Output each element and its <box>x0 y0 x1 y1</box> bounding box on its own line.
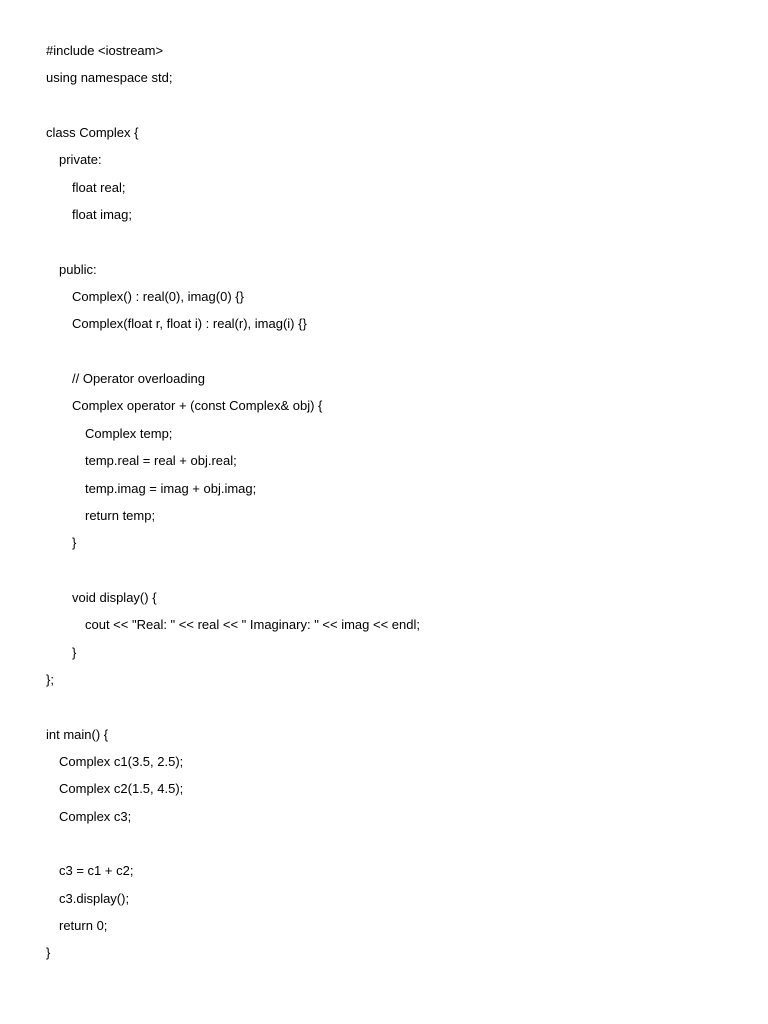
code-line: float imag; <box>72 207 132 223</box>
code-line: } <box>72 535 77 551</box>
code-line: Complex c1(3.5, 2.5); <box>59 753 184 769</box>
code-block <box>46 41 736 971</box>
code-line: public: <box>59 261 97 277</box>
code-line: Complex c2(1.5, 4.5); <box>59 781 184 797</box>
code-line: return temp; <box>85 507 156 523</box>
code-line: temp.real = real + obj.real; <box>85 453 237 469</box>
code-line: Complex temp; <box>85 425 173 441</box>
code-line: Complex operator + (const Complex& obj) { <box>72 398 323 414</box>
blank-line <box>46 96 736 123</box>
code-line: } <box>46 945 51 961</box>
code-line: temp.imag = imag + obj.imag; <box>85 480 257 496</box>
code-line: class Complex { <box>46 125 139 141</box>
code-line: private: <box>59 152 102 168</box>
code-line: int main() { <box>46 726 109 742</box>
code-line: float real; <box>72 179 126 195</box>
code-line: #include <iostream> <box>46 43 164 58</box>
code-line: Complex() : real(0), imag(0) {} <box>72 289 244 305</box>
blank-line <box>46 697 736 724</box>
code-line: }; <box>46 671 54 687</box>
blank-line <box>46 342 736 369</box>
code-line: return 0; <box>59 918 108 933</box>
blank-line <box>46 834 736 861</box>
code-line: c3.display(); <box>59 890 130 906</box>
code-line: Complex c3; <box>59 808 132 824</box>
code-line: c3 = c1 + c2; <box>59 863 134 879</box>
code-line: using namespace std; <box>46 70 173 86</box>
code-line: void display() { <box>72 589 157 605</box>
code-line: // Operator overloading <box>72 371 205 387</box>
code-line: } <box>72 644 77 660</box>
code-line: cout << "Real: " << real << " Imaginary: " << imag << endl; <box>85 617 420 633</box>
code-line: Complex(float r, float i) : real(r), imag(i) {} <box>72 316 307 332</box>
blank-line <box>46 232 736 259</box>
blank-line <box>46 561 736 588</box>
